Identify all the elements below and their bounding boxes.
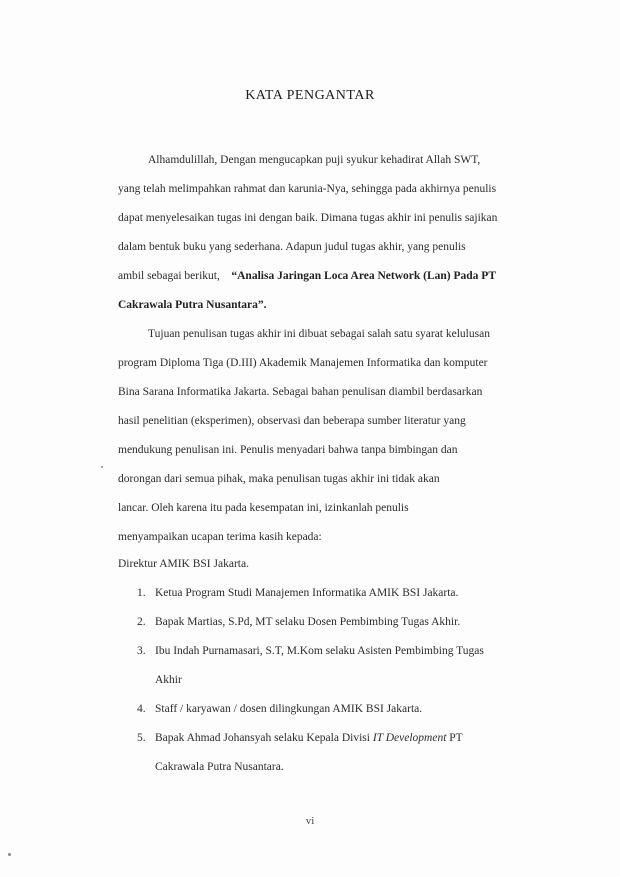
paragraph-1-line-3: dapat menyelesaikan tugas ini dengan baik. Dimana tugas akhir ini penulis sajikan (118, 212, 498, 224)
paragraph-2-line-2: program Diploma Tiga (D.III) Akademik Manajemen Informatika dan komputer (118, 357, 488, 369)
paragraph-2-line-3: Bina Sarana Informatika Jakarta. Sebagai bahan penulisan diambil berdasarkan (118, 386, 483, 398)
list-item-2-text: Bapak Martias, S.Pd, MT selaku Dosen Pembimbing Tugas Akhir. (155, 616, 461, 628)
paragraph-2-line-8: menyampaikan ucapan terima kasih kepada: (118, 531, 322, 543)
paragraph-1-line-5-prefix: ambil sebagai berikut, (118, 270, 220, 282)
list-item-1-number: 1. (137, 587, 146, 599)
paragraph-1-line-1 (148, 152, 535, 168)
list-item-5-suffix: PT (449, 732, 463, 744)
paragraph-2-line-6: dorongan dari semua pihak, maka penulisan tugas akhir ini tidak akan (118, 473, 440, 485)
scan-speck (101, 466, 103, 468)
list-item-5-number: 5. (137, 732, 146, 744)
thesis-title-part-1: “Analisa Jaringan Loca Area Network (Lan) Pada PT (231, 270, 496, 282)
list-item-3-number: 3. (137, 645, 146, 657)
list-item-2-number: 2. (137, 616, 146, 628)
scan-speck (8, 853, 11, 856)
page-number: vi (305, 815, 315, 827)
list-item-4-text: Staff / karyawan / dosen dilingkungan AMIK BSI Jakarta. (155, 703, 423, 715)
paragraph-2-line-4: hasil penelitian (eksperimen), observasi dan beberapa sumber literatur yang (118, 415, 466, 427)
list-item-3-text-continued: Akhir (155, 674, 182, 686)
list-item-1-text: Ketua Program Studi Manajemen Informatika AMIK BSI Jakarta. (155, 587, 459, 599)
list-item-4-number: 4. (137, 703, 146, 715)
list-item-5-prefix: Bapak Ahmad Johansyah selaku Kepala Divisi (155, 732, 370, 744)
division-name: IT Development (372, 732, 447, 744)
list-item-3-text: Ibu Indah Purnamasari, S.T, M.Kom selaku Asisten Pembimbing Tugas (155, 645, 484, 657)
paragraph-2-line-5: mendukung penulisan ini. Penulis menyadari bahwa tanpa bimbingan dan (118, 444, 458, 456)
paragraph-1-line-4: dalam bentuk buku yang sederhana. Adapun judul tugas akhir, yang penulis (118, 241, 466, 253)
paragraph-2-line-7: lancar. Oleh karena itu pada kesempatan ini, izinkanlah penulis (118, 502, 409, 514)
list-item-5-text (155, 730, 463, 746)
paragraph-1-line-2: yang telah melimpahkan rahmat dan karunia-Nya, sehingga pada akhirnya penulis (118, 183, 497, 195)
paragraph-1-line-5 (118, 268, 535, 284)
paragraph-1-line-1-text: Alhamdulillah, Dengan mengucapkan puji syukur kehadirat Allah SWT, (148, 154, 481, 166)
paragraph-2-line-1: Tujuan penulisan tugas akhir ini dibuat sebagai salah satu syarat kelulusan (148, 328, 490, 340)
page-title: KATA PENGANTAR (245, 88, 375, 103)
recipient-intro: Direktur AMIK BSI Jakarta. (118, 558, 249, 570)
thesis-title-part-2: Cakrawala Putra Nusantara”. (118, 299, 267, 311)
list-item-5-text-continued: Cakrawala Putra Nusantara. (155, 761, 284, 773)
